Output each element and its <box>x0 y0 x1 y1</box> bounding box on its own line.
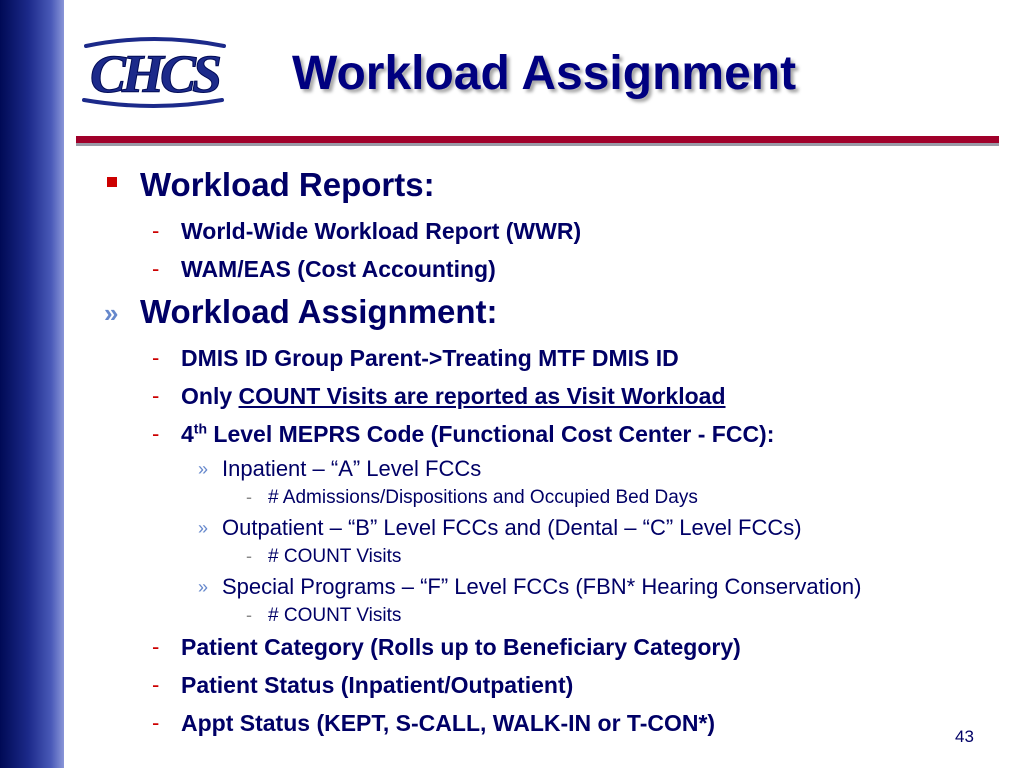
chcs-logo <box>74 30 234 114</box>
fcc-outpatient-detail: # COUNT Visits <box>268 546 402 567</box>
list-item-count-visits <box>181 383 726 410</box>
list-item: World-Wide Workload Report (WWR) <box>181 218 582 244</box>
dash-bullet-icon: - <box>152 256 160 281</box>
heading-workload-assignment: Workload Assignment: <box>140 293 498 330</box>
double-chevron-bullet-icon: » <box>198 518 209 538</box>
logo-lettering: CHCS <box>89 44 219 104</box>
dash-bullet-icon: - <box>152 710 160 735</box>
list-item-patient-status: Patient Status (Inpatient/Outpatient) <box>181 672 574 698</box>
dash-bullet-icon: - <box>152 383 160 408</box>
dash-bullet-icon: - <box>152 672 160 697</box>
meprs-number: 4 <box>181 421 194 447</box>
square-bullet-icon <box>107 177 117 187</box>
dash-bullet-icon: - <box>246 605 252 625</box>
fcc-inpatient-detail: # Admissions/Dispositions and Occupied Bed Days <box>268 487 698 508</box>
fcc-special-programs: Special Programs – “F” Level FCCs (FBN* Hearing Conservation) <box>222 574 862 599</box>
list-item-meprs <box>181 421 774 448</box>
dash-bullet-icon: - <box>246 546 252 566</box>
list-item-appt-status: Appt Status (KEPT, S-CALL, WALK-IN or T-CON*) <box>181 710 716 736</box>
slide-sidebar <box>0 0 64 768</box>
meprs-text: Level MEPRS Code (Functional Cost Center - FCC): <box>207 421 775 447</box>
dash-bullet-icon: - <box>152 421 160 446</box>
list-item-dmis: DMIS ID Group Parent->Treating MTF DMIS ID <box>181 345 679 371</box>
page-number: 43 <box>955 727 974 746</box>
double-chevron-bullet-icon: » <box>198 459 209 479</box>
underlined-count-visits: COUNT Visits are reported as Visit Workload <box>238 383 726 409</box>
only-prefix: Only <box>181 383 239 409</box>
dash-bullet-icon: - <box>246 487 252 507</box>
dash-bullet-icon: - <box>152 345 160 370</box>
dash-bullet-icon: - <box>152 218 160 243</box>
dash-bullet-icon: - <box>152 634 160 659</box>
double-chevron-bullet-icon: » <box>198 577 209 597</box>
fcc-inpatient: Inpatient – “A” Level FCCs <box>222 456 482 481</box>
double-chevron-bullet-icon: » <box>104 298 119 328</box>
fcc-special-programs-detail: # COUNT Visits <box>268 605 402 626</box>
heading-workload-reports: Workload Reports: <box>140 166 435 203</box>
title-divider-red <box>76 136 999 143</box>
title-divider-gray <box>76 143 999 146</box>
slide-title: Workload Assignment <box>292 47 797 100</box>
list-item-patient-category: Patient Category (Rolls up to Beneficiary Category) <box>181 634 741 660</box>
list-item: WAM/EAS (Cost Accounting) <box>181 256 496 282</box>
fcc-outpatient: Outpatient – “B” Level FCCs and (Dental – “C” Level FCCs) <box>222 515 802 540</box>
meprs-superscript: th <box>193 420 208 437</box>
